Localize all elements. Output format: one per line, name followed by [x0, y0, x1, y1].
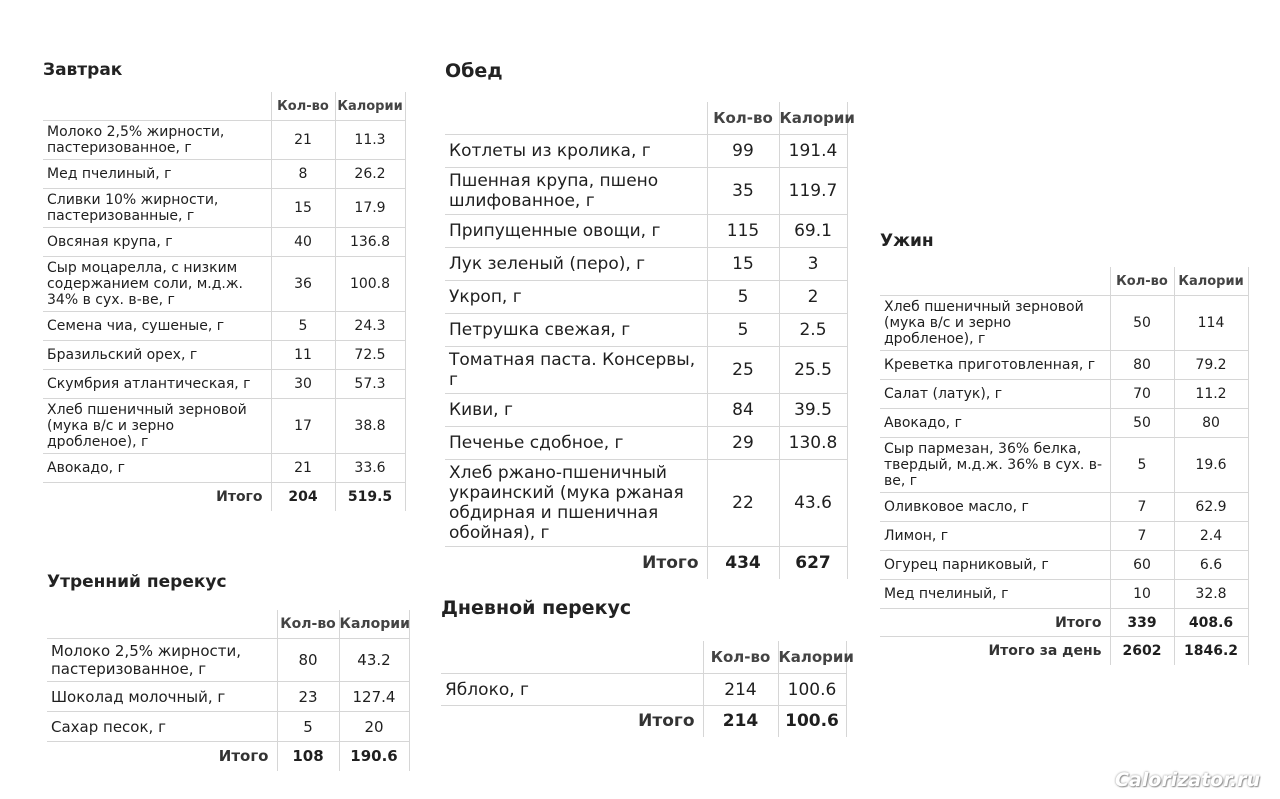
food-name: Креветка приготовленная, г	[880, 351, 1110, 380]
food-qty: 115	[707, 215, 779, 248]
food-cal: 2	[779, 281, 847, 314]
food-qty: 80	[1110, 351, 1174, 380]
food-name: Авокадо, г	[43, 454, 271, 483]
food-name: Киви, г	[445, 394, 707, 427]
meal-dinner	[880, 231, 1249, 665]
meal-morning-snack	[47, 572, 410, 771]
food-qty: 84	[707, 394, 779, 427]
food-cal: 11.3	[335, 121, 405, 160]
header-qty: Кол-во	[271, 92, 335, 121]
food-name: Овсяная крупа, г	[43, 228, 271, 257]
total-row	[47, 742, 409, 771]
table-row	[43, 160, 405, 189]
food-cal: 114	[1174, 296, 1248, 351]
header-qty: Кол-во	[703, 641, 778, 674]
food-cal: 69.1	[779, 215, 847, 248]
table-header-row	[441, 641, 846, 674]
food-name: Огурец парниковый, г	[880, 551, 1110, 580]
total-cal: 627	[779, 547, 847, 579]
total-label: Итого	[441, 706, 703, 737]
total-cal: 519.5	[335, 483, 405, 511]
total-label: Итого	[43, 483, 271, 511]
table-header-row	[47, 610, 409, 639]
food-name: Салат (латук), г	[880, 380, 1110, 409]
meal-table-dinner	[880, 267, 1249, 665]
food-cal: 19.6	[1174, 438, 1248, 493]
food-qty: 40	[271, 228, 335, 257]
header-blank	[441, 641, 703, 674]
food-name: Укроп, г	[445, 281, 707, 314]
food-qty: 99	[707, 135, 779, 168]
food-name: Сахар песок, г	[47, 712, 277, 742]
table-row	[43, 189, 405, 228]
total-qty: 108	[277, 742, 339, 771]
table-row	[43, 121, 405, 160]
food-cal: 3	[779, 248, 847, 281]
food-qty: 21	[271, 121, 335, 160]
table-header-row	[445, 102, 847, 135]
food-cal: 79.2	[1174, 351, 1248, 380]
food-cal: 80	[1174, 409, 1248, 438]
food-qty: 22	[707, 460, 779, 547]
header-cal: Калории	[779, 102, 847, 135]
food-name: Скумбрия атлантическая, г	[43, 370, 271, 399]
meal-lunch	[445, 60, 855, 579]
food-name: Хлеб пшеничный зерновой (мука в/с и зерно дробленое), г	[43, 399, 271, 454]
table-row	[880, 296, 1248, 351]
meal-title-breakfast: Завтрак	[43, 60, 123, 80]
food-qty: 10	[1110, 580, 1174, 609]
food-qty: 5	[707, 314, 779, 347]
food-name: Шоколад молочный, г	[47, 682, 277, 712]
table-row	[43, 370, 405, 399]
food-qty: 70	[1110, 380, 1174, 409]
food-qty: 25	[707, 347, 779, 394]
table-row	[445, 427, 847, 460]
table-row	[43, 454, 405, 483]
header-blank	[47, 610, 277, 639]
food-qty: 5	[1110, 438, 1174, 493]
total-qty: 214	[703, 706, 778, 737]
food-qty: 7	[1110, 493, 1174, 522]
meal-table-day-snack	[441, 641, 854, 737]
total-label: Итого	[880, 609, 1110, 637]
meal-rows	[445, 135, 847, 547]
food-qty: 5	[277, 712, 339, 742]
table-row	[43, 257, 405, 312]
total-label: Итого	[47, 742, 277, 771]
header-qty: Кол-во	[277, 610, 339, 639]
food-qty: 11	[271, 341, 335, 370]
food-cal: 26.2	[335, 160, 405, 189]
food-name: Бразильский орех, г	[43, 341, 271, 370]
food-name: Томатная паста. Консервы, г	[445, 347, 707, 394]
food-name: Оливковое масло, г	[880, 493, 1110, 522]
meal-rows	[43, 121, 405, 483]
meal-day-snack	[441, 597, 854, 737]
table-row	[880, 409, 1248, 438]
day-total-label: Итого за день	[880, 637, 1110, 665]
food-name: Хлеб ржано-пшеничный украинский (мука ржаная обдирная и пшеничная обойная), г	[445, 460, 707, 547]
food-cal: 32.8	[1174, 580, 1248, 609]
food-qty: 7	[1110, 522, 1174, 551]
table-row	[445, 314, 847, 347]
table-row	[880, 493, 1248, 522]
food-qty: 35	[707, 168, 779, 215]
food-cal: 2.5	[779, 314, 847, 347]
food-qty: 60	[1110, 551, 1174, 580]
meal-title-lunch: Обед	[445, 60, 503, 82]
total-cal: 408.6	[1174, 609, 1248, 637]
table-row	[43, 341, 405, 370]
table-row	[445, 460, 847, 547]
food-qty: 50	[1110, 409, 1174, 438]
food-name: Молоко 2,5% жирности, пастеризованное, г	[43, 121, 271, 160]
header-blank	[880, 267, 1110, 296]
table-row	[43, 312, 405, 341]
food-cal: 62.9	[1174, 493, 1248, 522]
table-row	[880, 380, 1248, 409]
food-qty: 214	[703, 674, 778, 706]
food-qty: 23	[277, 682, 339, 712]
food-name: Сыр пармезан, 36% белка, твердый, м.д.ж. 36% в сух. в-ве, г	[880, 438, 1110, 493]
meal-rows	[441, 674, 846, 706]
day-total-row	[880, 637, 1248, 665]
header-cal: Калории	[1174, 267, 1248, 296]
header-qty: Кол-во	[707, 102, 779, 135]
food-name: Молоко 2,5% жирности, пастеризованное, г	[47, 639, 277, 682]
total-row	[445, 547, 847, 579]
food-name: Мед пчелиный, г	[43, 160, 271, 189]
meal-breakfast	[43, 60, 406, 511]
food-cal: 20	[339, 712, 409, 742]
table-row	[43, 228, 405, 257]
header-cal: Калории	[335, 92, 405, 121]
food-name: Семена чиа, сушеные, г	[43, 312, 271, 341]
table-row	[441, 674, 846, 706]
table-row	[47, 639, 409, 682]
food-cal: 6.6	[1174, 551, 1248, 580]
meal-title-morning-snack: Утренний перекус	[47, 572, 227, 592]
table-row	[880, 551, 1248, 580]
table-row	[43, 399, 405, 454]
food-qty: 21	[271, 454, 335, 483]
table-header-row	[880, 267, 1248, 296]
table-row	[445, 215, 847, 248]
food-name: Яблоко, г	[441, 674, 703, 706]
food-name: Сливки 10% жирности, пастеризованные, г	[43, 189, 271, 228]
food-name: Мед пчелиный, г	[880, 580, 1110, 609]
total-qty: 204	[271, 483, 335, 511]
food-cal: 11.2	[1174, 380, 1248, 409]
table-row	[445, 347, 847, 394]
food-qty: 29	[707, 427, 779, 460]
food-qty: 15	[271, 189, 335, 228]
food-qty: 15	[707, 248, 779, 281]
meal-rows	[47, 639, 409, 742]
food-cal: 39.5	[779, 394, 847, 427]
table-row	[445, 394, 847, 427]
food-name: Лук зеленый (перо), г	[445, 248, 707, 281]
table-row	[445, 135, 847, 168]
food-name: Петрушка свежая, г	[445, 314, 707, 347]
food-name: Хлеб пшеничный зерновой (мука в/с и зерно дробленое), г	[880, 296, 1110, 351]
food-cal: 17.9	[335, 189, 405, 228]
total-cal: 100.6	[778, 706, 846, 737]
table-row	[445, 248, 847, 281]
header-blank	[445, 102, 707, 135]
table-row	[880, 580, 1248, 609]
total-row	[43, 483, 405, 511]
day-total-cal: 1846.2	[1174, 637, 1248, 665]
food-cal: 100.8	[335, 257, 405, 312]
total-qty: 434	[707, 547, 779, 579]
food-name: Печенье сдобное, г	[445, 427, 707, 460]
watermark-logo: Calorizator.ru	[1114, 769, 1260, 791]
header-cal: Калории	[778, 641, 846, 674]
food-name: Котлеты из кролика, г	[445, 135, 707, 168]
total-qty: 339	[1110, 609, 1174, 637]
food-cal: 33.6	[335, 454, 405, 483]
table-row	[445, 168, 847, 215]
food-cal: 2.4	[1174, 522, 1248, 551]
food-qty: 17	[271, 399, 335, 454]
food-cal: 43.2	[339, 639, 409, 682]
food-cal: 24.3	[335, 312, 405, 341]
table-row	[880, 351, 1248, 380]
meal-table-breakfast	[43, 92, 406, 511]
day-total-qty: 2602	[1110, 637, 1174, 665]
table-row	[880, 438, 1248, 493]
food-name: Припущенные овощи, г	[445, 215, 707, 248]
food-cal: 191.4	[779, 135, 847, 168]
food-qty: 36	[271, 257, 335, 312]
food-cal: 72.5	[335, 341, 405, 370]
food-cal: 57.3	[335, 370, 405, 399]
food-cal: 136.8	[335, 228, 405, 257]
food-cal: 130.8	[779, 427, 847, 460]
total-cal: 190.6	[339, 742, 409, 771]
table-row	[47, 712, 409, 742]
food-name: Авокадо, г	[880, 409, 1110, 438]
food-qty: 8	[271, 160, 335, 189]
food-qty: 5	[271, 312, 335, 341]
meal-table-morning-snack	[47, 610, 410, 771]
food-cal: 38.8	[335, 399, 405, 454]
total-row	[441, 706, 846, 737]
meal-title-dinner: Ужин	[880, 231, 934, 251]
food-cal: 43.6	[779, 460, 847, 547]
food-cal: 25.5	[779, 347, 847, 394]
header-blank	[43, 92, 271, 121]
table-row	[445, 281, 847, 314]
table-row	[880, 522, 1248, 551]
food-qty: 50	[1110, 296, 1174, 351]
header-cal: Калории	[339, 610, 409, 639]
food-name: Лимон, г	[880, 522, 1110, 551]
total-label: Итого	[445, 547, 707, 579]
food-name: Пшенная крупа, пшено шлифованное, г	[445, 168, 707, 215]
table-row	[47, 682, 409, 712]
food-qty: 5	[707, 281, 779, 314]
meal-title-day-snack: Дневной перекус	[441, 597, 632, 619]
meal-rows	[880, 296, 1248, 609]
table-header-row	[43, 92, 405, 121]
food-qty: 30	[271, 370, 335, 399]
food-cal: 127.4	[339, 682, 409, 712]
food-name: Сыр моцарелла, с низким содержанием соли, м.д.ж. 34% в сух. в-ве, г	[43, 257, 271, 312]
meal-table-lunch	[445, 102, 855, 579]
food-cal: 100.6	[778, 674, 846, 706]
food-qty: 80	[277, 639, 339, 682]
food-cal: 119.7	[779, 168, 847, 215]
total-row	[880, 609, 1248, 637]
header-qty: Кол-во	[1110, 267, 1174, 296]
